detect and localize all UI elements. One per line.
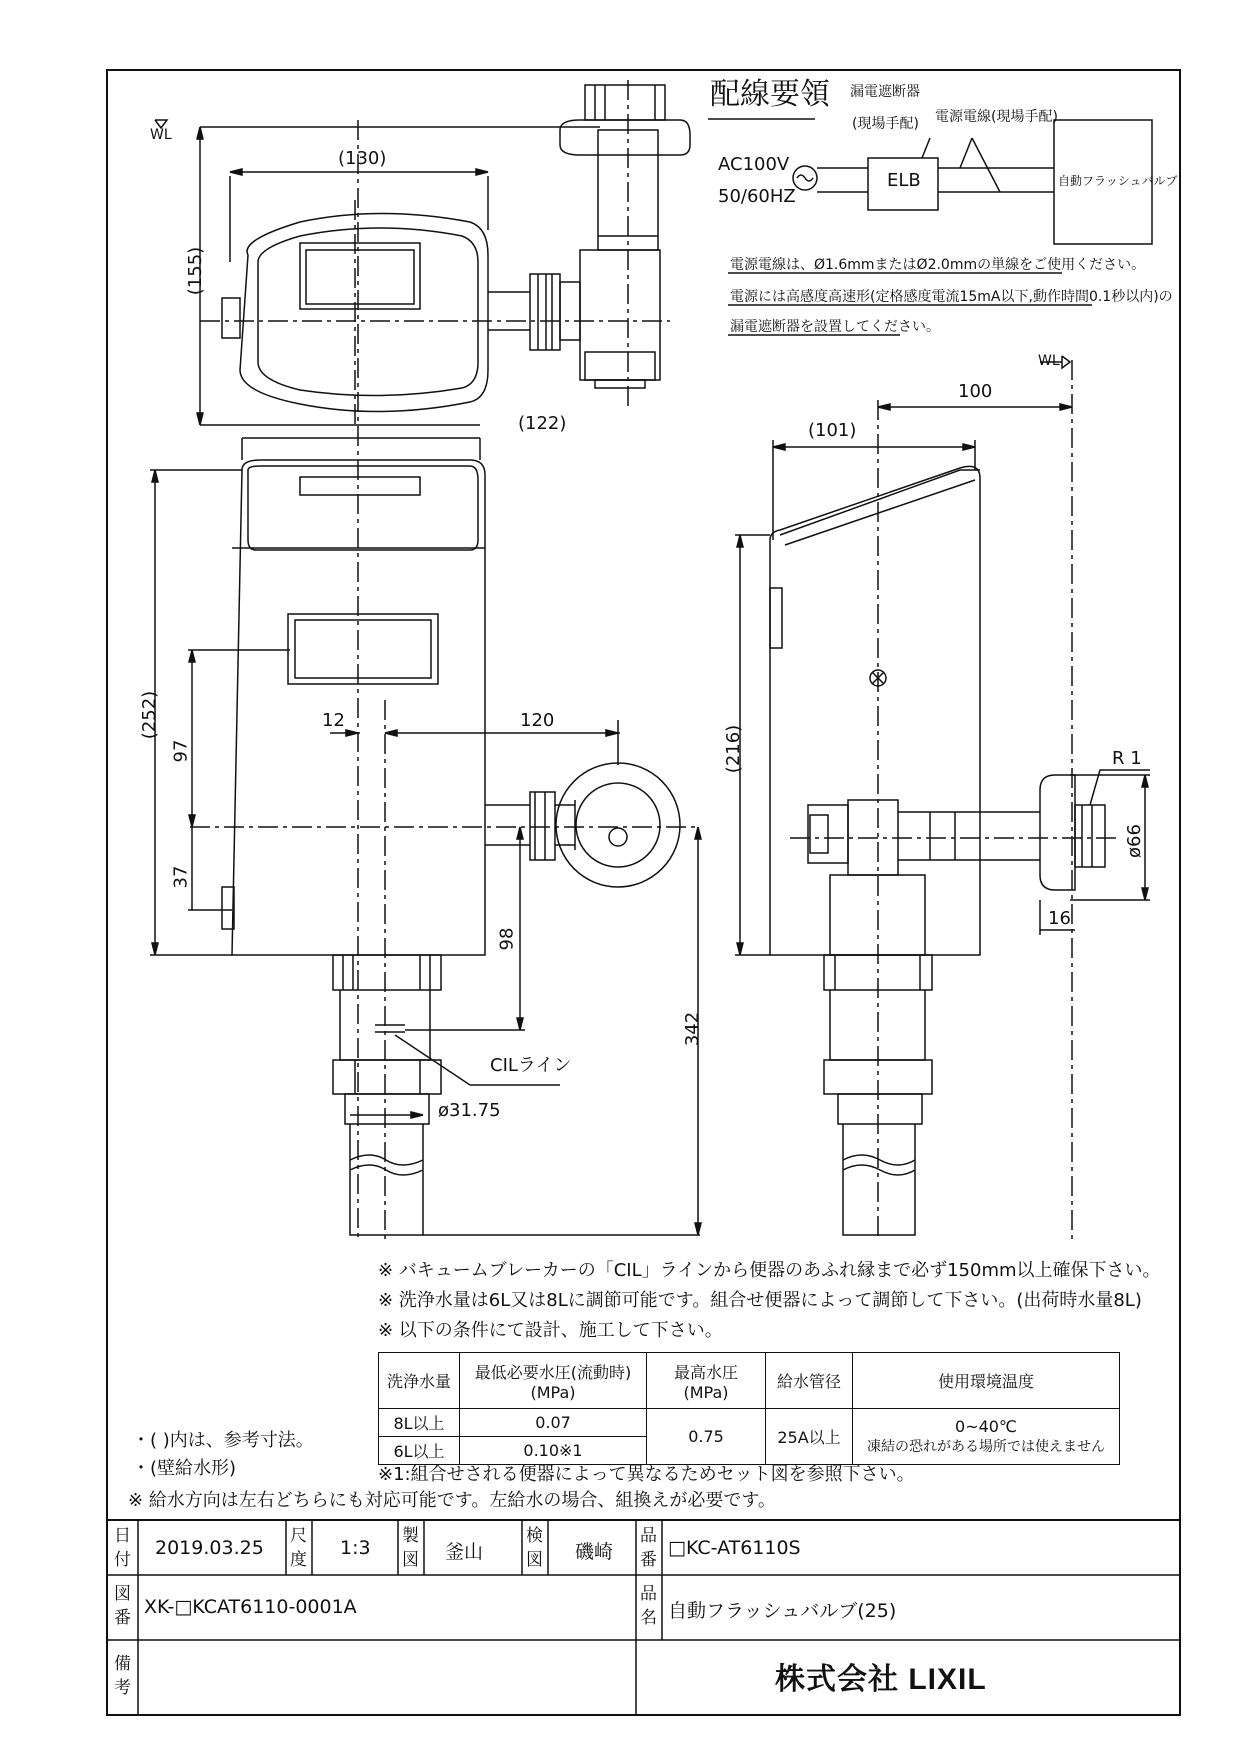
note-footnote: ※1:組合せされる便器によって異なるためセット図を参照下さい。 (378, 1464, 915, 1485)
cil-line-label: CILライン (490, 1055, 572, 1076)
note-flush-volume: ※ 洗浄水量は6L又は8Lに調節可能です。組合せ便器によって調節して下さい。(出荷時水量8L) (378, 1290, 1142, 1311)
tb-part-no: □KC-AT6110S (668, 1537, 801, 1559)
cell-temp: 0~40℃ 凍結の恐れがある場所では使えません (853, 1409, 1120, 1465)
th-flush-volume: 洗浄水量 (379, 1353, 460, 1409)
cell-max-pressure: 0.75 (647, 1409, 766, 1465)
dim-37: 37 (170, 865, 192, 889)
tb-scale-label: 尺 度 (290, 1526, 307, 1570)
dim-98: 98 (496, 927, 518, 951)
cable-label: 電源電線(現場手配) (935, 109, 1058, 125)
wiring-note-2: 電源には高感度高速形(定格感度電流15mA以下,動作時間0.1秒以内)の (730, 289, 1173, 305)
breaker-label: 漏電遮断器 (850, 84, 920, 100)
cell-6l: 6L以上 (379, 1437, 460, 1465)
cell-pipe: 25A以上 (766, 1409, 853, 1465)
dim-342: 342 (682, 1011, 704, 1047)
side-view (735, 353, 1150, 1240)
dim-101: (101) (808, 420, 857, 441)
wiring-title: 配線要領 (710, 77, 830, 112)
dim-97: 97 (170, 739, 192, 763)
front-view (150, 120, 704, 1240)
note-supply: ※ 給水方向は左右どちらにも対応可能です。左給水の場合、組換えが必要です。 (128, 1490, 776, 1511)
tb-drafter: 釜山 (445, 1541, 484, 1563)
tb-checker-label: 検 図 (526, 1526, 543, 1570)
breaker-sub: (現場手配) (852, 116, 919, 132)
dim-122: (122) (518, 413, 567, 434)
note-wall-supply: ・(壁給水形) (132, 1458, 237, 1479)
dim-130: (130) (338, 148, 387, 169)
dim-12: 12 (322, 710, 345, 731)
note-cil: ※ バキュームブレーカーの「CIL」ラインから便器のあふれ縁まで必ず150mm以上確保下さい。 (378, 1260, 1161, 1281)
dim-120: 120 (520, 710, 555, 731)
dim-66: ø66 (1123, 824, 1145, 858)
wl-top: WL (150, 127, 172, 143)
tb-product-name: 自動フラッシュバルブ(25) (668, 1600, 897, 1622)
tb-scale: 1:3 (340, 1537, 371, 1559)
frequency: 50/60HZ (718, 186, 796, 207)
th-temp: 使用環境温度 (853, 1353, 1120, 1409)
tb-drawing-no-label: 図 番 (114, 1584, 131, 1628)
valve-box-label: 自動フラッシュバルブ (1058, 174, 1178, 188)
dim-31-75: ø31.75 (438, 1100, 501, 1121)
wiring-note-1: 電源電線は、Ø1.6mmまたはØ2.0mmの単線をご使用ください。 (730, 257, 1146, 273)
tb-date: 2019.03.25 (155, 1537, 264, 1559)
dim-216: (216) (723, 724, 745, 774)
th-pipe: 給水管径 (766, 1353, 853, 1409)
tb-name-label: 品 名 (640, 1584, 657, 1628)
cell-8l-pressure: 0.07 (460, 1409, 647, 1437)
dim-r1: R 1 (1112, 748, 1142, 769)
th-min-pressure: 最低必要水圧(流動時) (MPa) (460, 1353, 647, 1409)
note-conditions: ※ 以下の条件にて設計、施工して下さい。 (378, 1320, 723, 1341)
cell-6l-pressure: 0.10※1 (460, 1437, 647, 1465)
dim-16: 16 (1048, 908, 1071, 929)
conditions-table (378, 1352, 1120, 1465)
dim-252: (252) (139, 690, 161, 740)
wiring-note-3: 漏電遮断器を設置してください。 (730, 319, 940, 335)
note-reference: ・( )内は、参考寸法。 (132, 1430, 314, 1451)
company-logo: 株式会社 LIXIL (775, 1663, 987, 1696)
tb-remarks-label: 備 考 (114, 1654, 131, 1698)
th-max-pressure: 最高水圧 (MPa) (647, 1353, 766, 1409)
elb-label: ELB (887, 170, 921, 191)
dim-155: (155) (185, 246, 207, 296)
tb-drafter-label: 製 図 (402, 1526, 419, 1570)
top-view (155, 80, 690, 425)
dim-100: 100 (958, 381, 993, 402)
cell-8l: 8L以上 (379, 1409, 460, 1437)
tb-date-label: 日 付 (114, 1526, 131, 1570)
ac-voltage: AC100V (718, 154, 790, 175)
wl-side: WL (1038, 353, 1060, 369)
tb-part-no-label: 品 番 (640, 1526, 657, 1570)
tb-drawing-no: XK-□KCAT6110-0001A (144, 1596, 357, 1618)
tb-checker: 磯崎 (575, 1541, 614, 1563)
